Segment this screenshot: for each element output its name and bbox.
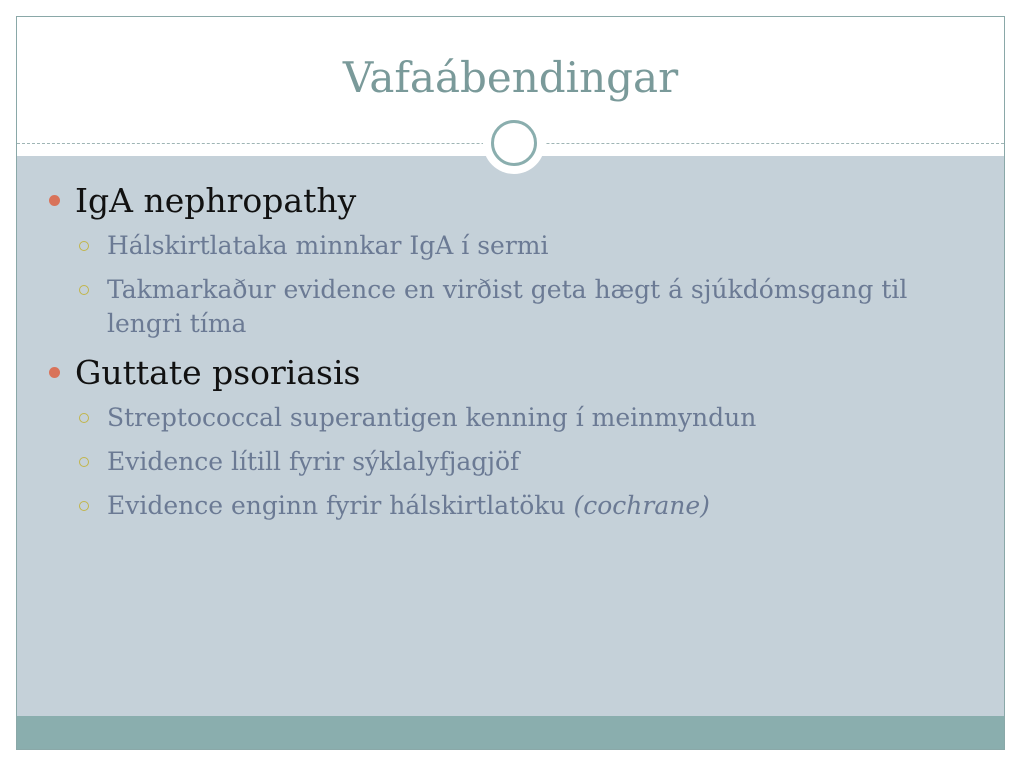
sub-bullet-item bbox=[45, 273, 985, 341]
sub-bullet-ring-icon bbox=[79, 501, 89, 511]
sub-bullet-ring-icon bbox=[79, 285, 89, 295]
bullet-text: Guttate psoriasis bbox=[75, 353, 361, 392]
sub-bullet-item bbox=[45, 401, 985, 435]
bullet-text: IgA nephropathy bbox=[75, 181, 357, 220]
bullet-dot-icon bbox=[49, 195, 60, 206]
sub-bullet-ring-icon bbox=[79, 413, 89, 423]
sub-bullet-item bbox=[45, 489, 985, 523]
sub-bullet-text: Evidence lítill fyrir sýklalyfjagjöf bbox=[107, 447, 520, 476]
sub-bullet-text: Streptococcal superantigen kenning í meinmyndun bbox=[107, 403, 757, 432]
sub-bullet-text: Evidence enginn fyrir hálskirtlatöku bbox=[107, 491, 574, 520]
sub-bullet-item bbox=[45, 445, 985, 479]
footer-bar bbox=[17, 716, 1004, 750]
slide bbox=[16, 16, 1005, 750]
sub-bullet-text: Hálskirtlataka minnkar IgA í sermi bbox=[107, 231, 549, 260]
sub-bullet-ring-icon bbox=[79, 241, 89, 251]
sub-bullet-item bbox=[45, 229, 985, 263]
sub-bullet-italic-text: (cochrane) bbox=[573, 491, 710, 520]
bullet-item bbox=[45, 351, 985, 395]
circle-ring-icon bbox=[491, 120, 537, 166]
circle-ornament-icon bbox=[483, 112, 545, 174]
bullet-item bbox=[45, 179, 985, 223]
sub-bullet-ring-icon bbox=[79, 457, 89, 467]
slide-title: Vafaábendingar bbox=[342, 53, 679, 102]
bullet-dot-icon bbox=[49, 367, 60, 378]
sub-bullet-text: Takmarkaður evidence en virðist geta hægt á sjúkdómsgang til lengri tíma bbox=[107, 275, 908, 338]
bullet-list bbox=[45, 179, 985, 533]
